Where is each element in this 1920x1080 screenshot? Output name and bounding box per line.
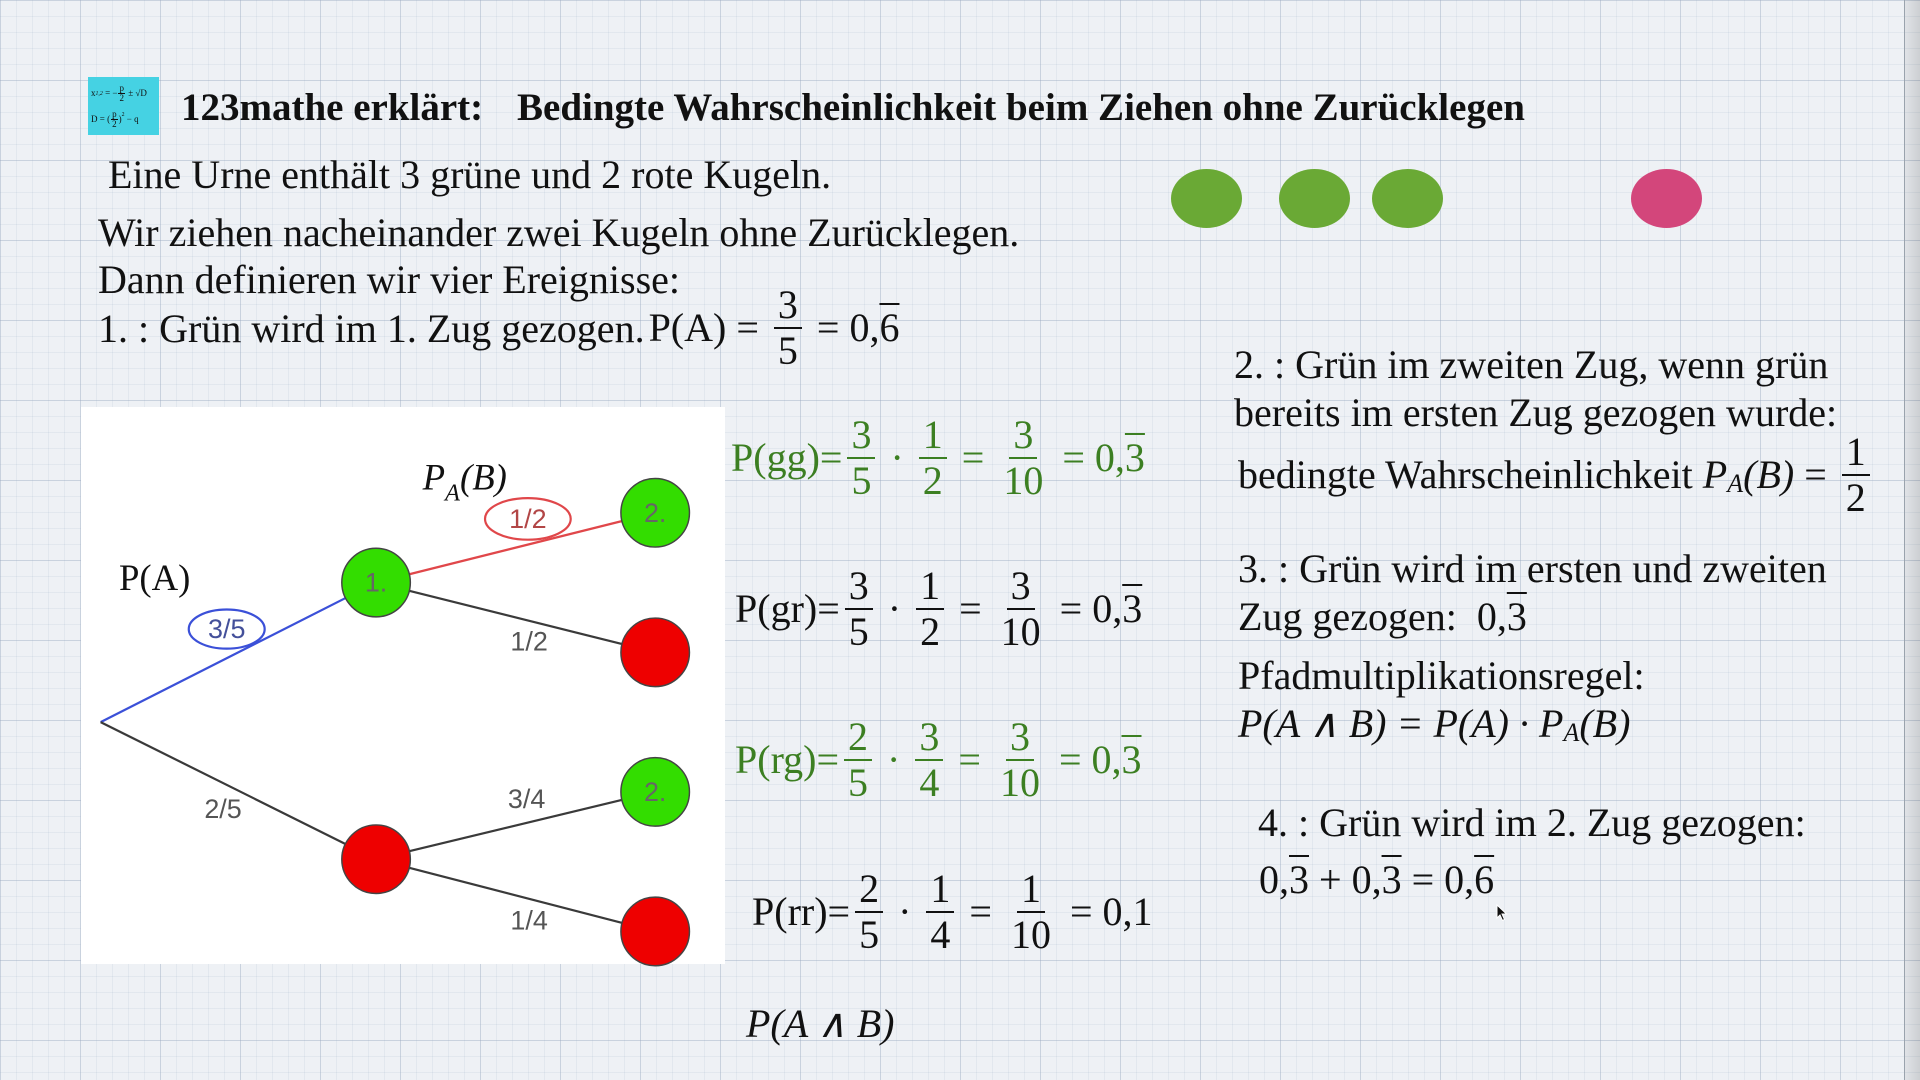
- math-text: =: [1049, 586, 1093, 631]
- math-text: x: [91, 87, 96, 98]
- math-text: ·: [877, 586, 912, 631]
- brand-title: 123mathe erklärt:: [181, 86, 484, 129]
- page-edge: [1904, 0, 1920, 1080]
- decimal-digits: 0,: [1094, 435, 1125, 480]
- decimal-digits: 0,: [1259, 857, 1289, 902]
- fraction: [919, 413, 947, 503]
- equation-rg: [735, 715, 1142, 805]
- intro-line-3: Dann definieren wir vier Ereignisse:: [98, 257, 681, 302]
- math-text: ): [118, 113, 122, 124]
- fraction-numerator: 1: [926, 867, 954, 913]
- math-text: =: [948, 737, 991, 782]
- math-text: Zug gezogen:: [1238, 594, 1477, 639]
- fraction: [845, 564, 873, 654]
- repeating-digit: 3: [1121, 737, 1142, 782]
- fraction-numerator: 1: [916, 564, 944, 610]
- fraction: [926, 867, 954, 957]
- fraction-numerator: p: [119, 82, 124, 93]
- math-text: A: [1727, 468, 1744, 498]
- fraction-denominator: 2: [112, 118, 117, 129]
- tree-diagram-panel: [81, 407, 725, 964]
- math-text: P(A) =: [648, 305, 769, 350]
- node-label-second-top: 2.: [643, 497, 667, 528]
- math-text: (B): [1743, 452, 1795, 497]
- fraction: [916, 564, 944, 654]
- fraction-numerator: 2: [844, 715, 872, 761]
- math-text: ·: [877, 737, 911, 782]
- fraction-denominator: 5: [848, 760, 869, 805]
- math-text: =: [806, 305, 850, 350]
- page-title: Bedingte Wahrscheinlichkeit beim Ziehen ohne Zurücklegen: [517, 86, 1525, 129]
- fraction-denominator: 10: [999, 760, 1040, 805]
- node-label-first: 1.: [364, 567, 388, 598]
- repeating-decimal: [1092, 587, 1142, 631]
- node-green-red: [621, 618, 690, 687]
- logo-formula-line-2: [91, 110, 156, 129]
- math-text: = 0,1: [1059, 889, 1153, 934]
- repeating-decimal: [1352, 858, 1402, 902]
- event-2-line-1: 2. : Grün im zweiten Zug, wenn grün: [1234, 342, 1829, 387]
- math-text: 1,2: [95, 91, 103, 98]
- math-text: P(rg)=: [735, 737, 840, 782]
- green-ball: [1279, 169, 1350, 228]
- math-text: P(A ∧ B) = P(A) · P: [1238, 701, 1564, 746]
- repeating-decimal: [1259, 858, 1309, 902]
- fraction: [999, 413, 1047, 503]
- fraction: [996, 715, 1044, 805]
- edge-root-to-green: [101, 583, 376, 723]
- tree-nodes: [342, 479, 690, 966]
- event-3-line-1: 3. : Grün wird im ersten und zweiten: [1238, 546, 1827, 591]
- repeating-digit: 3: [1506, 594, 1527, 639]
- math-text: = −: [102, 87, 118, 98]
- fraction: [844, 715, 872, 805]
- p-a-and-b-label: [746, 1000, 895, 1048]
- path-rule-title: Pfadmultiplikationsregel:: [1238, 653, 1645, 698]
- fraction-denominator: 2: [119, 92, 124, 103]
- decimal-digits: 0,: [849, 305, 880, 350]
- math-text: ± √D: [125, 87, 147, 98]
- math-text: A: [1563, 717, 1580, 747]
- math-text: =: [949, 586, 992, 631]
- math-text: +: [1309, 857, 1352, 902]
- math-text: =: [1794, 452, 1837, 497]
- repeating-digit: 6: [1474, 857, 1495, 902]
- math-text: − q: [124, 113, 139, 124]
- math-text: P(A ∧ B): [746, 1001, 895, 1046]
- edge-label-root-to-green: 3/5: [207, 614, 246, 645]
- fraction: [1842, 430, 1870, 520]
- event-1-text: 1. : Grün wird im 1. Zug gezogen.: [98, 305, 645, 351]
- fraction: [111, 110, 118, 129]
- event-2-line-2: bereits im ersten Zug gezogen wurde:: [1234, 390, 1838, 435]
- edge-label-green-to-red: 1/2: [510, 626, 548, 657]
- node-first-red: [342, 825, 411, 894]
- equation-gr: [735, 564, 1142, 654]
- decimal-digits: 0,: [1351, 857, 1382, 902]
- fraction-numerator: 1: [1017, 867, 1045, 913]
- logo: [88, 77, 159, 135]
- fraction-numerator: 3: [1007, 564, 1035, 610]
- fraction-numerator: 3: [774, 283, 802, 329]
- repeating-digit: 6: [879, 305, 900, 350]
- fraction-numerator: 1: [919, 413, 947, 459]
- fraction-numerator: 3: [847, 413, 875, 459]
- label-p-a-b-rest: (B): [459, 456, 507, 498]
- fraction: [1007, 867, 1055, 957]
- math-text: ·: [880, 435, 914, 480]
- math-text: (B): [1579, 701, 1631, 746]
- math-text: =: [1052, 435, 1095, 480]
- fraction-denominator: 5: [851, 458, 872, 503]
- event-1-formula: [649, 283, 900, 373]
- edge-root-to-red: [101, 722, 376, 859]
- label-p-a: P(A): [118, 556, 191, 598]
- red-ball: [1631, 169, 1702, 228]
- event-1-row: [98, 283, 899, 373]
- math-text: =: [1401, 857, 1445, 902]
- green-ball: [1372, 169, 1443, 228]
- label-p-a-b-sub: A: [445, 479, 460, 507]
- intro-line-2: Wir ziehen nacheinander zwei Kugeln ohne Zurücklegen.: [98, 210, 1020, 255]
- fraction: [915, 715, 943, 805]
- node-red-red: [621, 897, 690, 966]
- edge-label-green-to-green: 1/2: [509, 503, 547, 534]
- fraction: [118, 84, 125, 103]
- math-text: =: [951, 435, 995, 480]
- event-4-sum: [1259, 856, 1494, 904]
- fraction-denominator: 5: [848, 609, 869, 654]
- repeating-digit: 3: [1122, 586, 1143, 631]
- decimal-digits: 0,: [1476, 594, 1507, 639]
- edge-label-red-to-red: 1/4: [510, 905, 548, 936]
- decimal-digits: 0,: [1444, 857, 1475, 902]
- fraction-denominator: 2: [922, 458, 943, 503]
- fraction-numerator: 2: [855, 867, 883, 913]
- math-text: P(gg)=: [731, 435, 843, 480]
- equation-gg: [731, 413, 1145, 503]
- event-2-conditional-probability: [1238, 430, 1875, 520]
- equation-rr: [752, 867, 1153, 957]
- math-text: =: [1048, 737, 1092, 782]
- decimal-digits: 0,: [1092, 586, 1123, 631]
- edge-label-root-to-red: 2/5: [204, 794, 242, 825]
- repeating-decimal: [1095, 436, 1145, 480]
- math-text: =: [959, 889, 1002, 934]
- fraction-denominator: 5: [777, 328, 798, 373]
- math-text: P: [1702, 452, 1728, 497]
- fraction-numerator: 3: [845, 564, 873, 610]
- logo-formula-line-1: [91, 84, 156, 103]
- fraction-numerator: 3: [915, 715, 943, 761]
- fraction-numerator: p: [112, 108, 117, 119]
- fraction-numerator: 3: [1009, 413, 1037, 459]
- repeating-digit: 3: [1289, 857, 1309, 902]
- event-3-line-2: [1238, 593, 1527, 641]
- fraction-denominator: 4: [919, 760, 940, 805]
- fraction: [847, 413, 875, 503]
- math-text: P(gr)=: [735, 586, 840, 631]
- label-p-a-b-p: P: [422, 456, 446, 498]
- repeating-decimal: [1092, 738, 1142, 782]
- fraction: [855, 867, 883, 957]
- event-4-line-1: 4. : Grün wird im 2. Zug gezogen:: [1258, 800, 1806, 845]
- path-rule-formula: [1238, 700, 1630, 748]
- math-text: 2: [121, 112, 125, 119]
- repeating-decimal: [1477, 595, 1527, 639]
- intro-line-1: Eine Urne enthält 3 grüne und 2 rote Kugeln.: [108, 152, 832, 197]
- fraction-numerator: 1: [1842, 430, 1870, 476]
- mouse-cursor-icon: [1496, 904, 1508, 922]
- repeating-digit: 3: [1381, 857, 1402, 902]
- repeating-decimal: [849, 306, 899, 350]
- repeating-decimal: [1444, 858, 1494, 902]
- fraction: [774, 283, 802, 373]
- fraction-denominator: 5: [859, 912, 880, 957]
- math-text: P(rr)=: [752, 889, 851, 934]
- fraction-denominator: 2: [1845, 475, 1866, 520]
- fraction-denominator: 10: [1010, 912, 1051, 957]
- edge-label-red-to-green: 3/4: [507, 784, 546, 815]
- probability-tree: [81, 443, 725, 1000]
- fraction-denominator: 4: [930, 912, 951, 957]
- decimal-digits: 0,: [1091, 737, 1122, 782]
- fraction: [997, 564, 1045, 654]
- fraction-numerator: 3: [1006, 715, 1034, 761]
- math-text: D = (: [91, 113, 111, 124]
- green-ball: [1171, 169, 1242, 228]
- math-text: ·: [888, 889, 922, 934]
- math-text: bedingte Wahrscheinlichkeit: [1238, 452, 1703, 497]
- repeating-digit: 3: [1124, 435, 1145, 480]
- fraction-denominator: 2: [920, 609, 941, 654]
- fraction-denominator: 10: [1003, 458, 1044, 503]
- fraction-denominator: 10: [1000, 609, 1041, 654]
- node-label-second-bottom: 2.: [643, 776, 667, 807]
- label-p-a-b: [422, 457, 507, 507]
